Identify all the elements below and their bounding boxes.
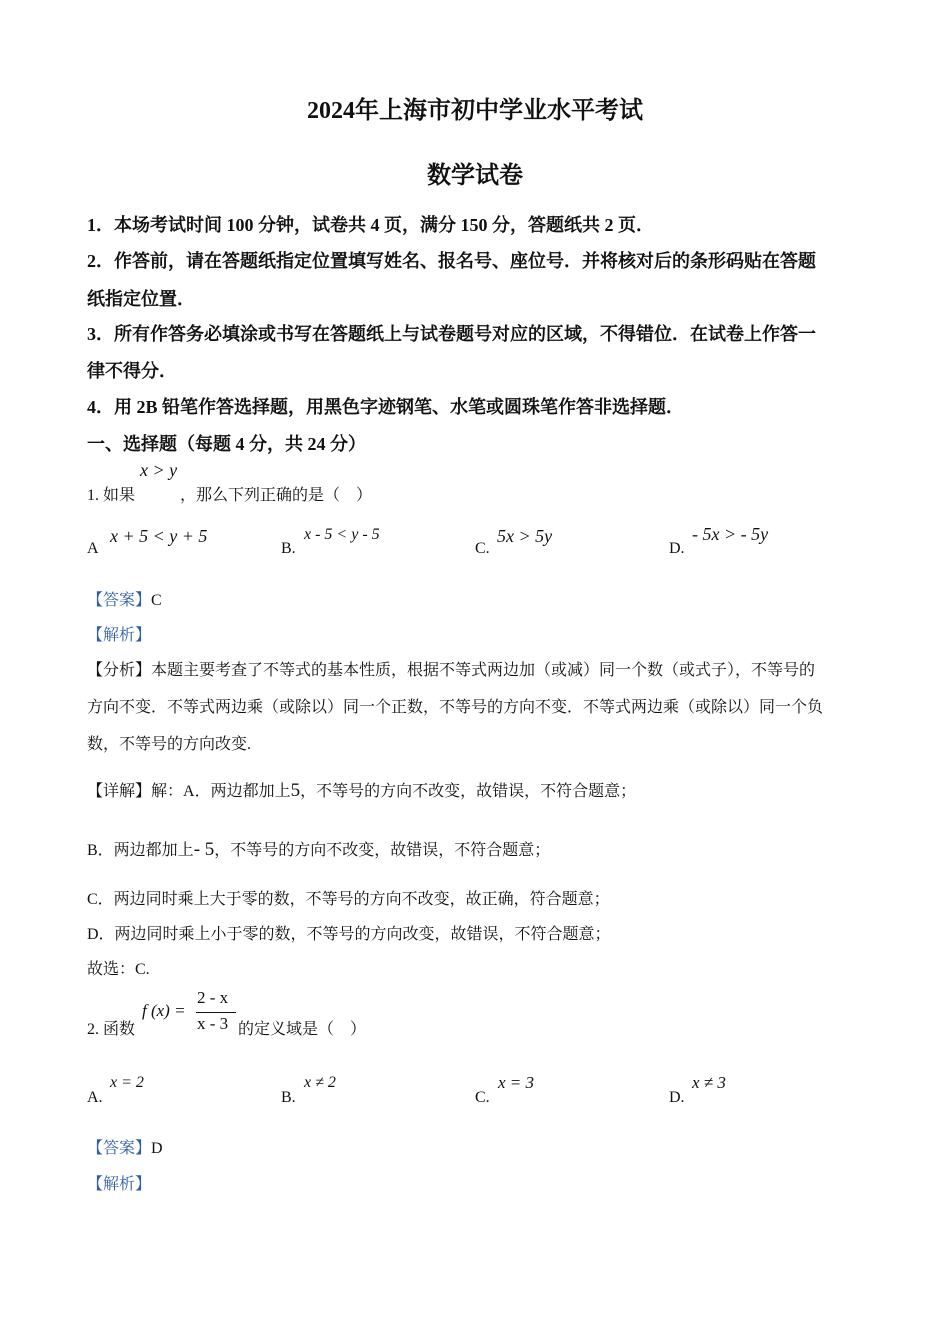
- detail-a-math: 5: [290, 780, 301, 801]
- q1-option-b-letter: B.: [281, 540, 296, 557]
- detail-a-prefix: 解：A．两边都加上: [151, 783, 291, 800]
- section-title: 一、选择题（每题 4 分，共 24 分）: [87, 434, 366, 454]
- q2-numerator: 2 - x: [197, 988, 229, 1007]
- q1-fenxi-line: 数，不等号的方向改变.: [87, 736, 252, 753]
- q1-fenxi-line: [87, 657, 815, 680]
- answer-value: C: [151, 592, 162, 609]
- q1-option-a-math: x + 5 < y + 5: [110, 526, 208, 546]
- q2-fraction: [196, 988, 236, 1038]
- q2-option-a-math: x = 2: [110, 1074, 144, 1091]
- instruction-line: 4．用 2B 铅笔作答选择题，用黑色字迹钢笔、水笔或圆珠笔作答非选择题．: [87, 397, 685, 417]
- instruction-line: 1．本场考试时间 100 分钟，试卷共 4 页，满分 150 分，答题纸共 2 页．: [87, 215, 654, 235]
- q2-func-lhs: f (x) =: [142, 1001, 186, 1020]
- q1-analysis-tag: 【解析】: [87, 627, 152, 644]
- q2-option-c-math: x = 3: [498, 1073, 535, 1092]
- q2-option-b-math: x ≠ 2: [304, 1074, 336, 1091]
- fenxi-text: 本题主要考查了不等式的基本性质，根据不等式两边加（或减）同一个数（或式子），不等号的: [151, 662, 816, 679]
- q1-fenxi-line: 方向不变．不等式两边乘（或除以）同一个正数，不等号的方向不变．不等式两边乘（或除以）同一个负: [87, 699, 824, 716]
- q1-answer: [87, 587, 162, 610]
- q1-option-d-math: - 5x > - 5y: [692, 524, 769, 544]
- q2-analysis-tag: 【解析】: [87, 1176, 152, 1193]
- detail-b-suffix: ，不等号的方向不改变，故错误，不符合题意；: [214, 842, 551, 859]
- fraction-bar: [196, 1012, 236, 1013]
- q1-option-a-letter: A: [87, 540, 99, 557]
- q1-option-c-math: 5x > 5y: [497, 526, 553, 546]
- q1-option-b-math: x - 5 < y - 5: [304, 526, 380, 543]
- answer-tag: 【答案】: [87, 592, 152, 609]
- q2-denominator: x - 3: [197, 1014, 229, 1033]
- q2-option-d-math: x ≠ 3: [692, 1073, 726, 1092]
- q1-detail-a: [87, 778, 636, 802]
- q2-option-b-letter: B.: [281, 1089, 296, 1106]
- instruction-line: 律不得分．: [87, 361, 177, 381]
- q2-answer: [87, 1135, 163, 1158]
- fenxi-tag: 【分析】: [87, 662, 152, 679]
- page-title: 2024年上海市初中学业水平考试: [307, 98, 643, 124]
- q1-detail-b: [87, 837, 550, 861]
- q2-stem-prefix: 2. 函数: [87, 1021, 136, 1038]
- instruction-line: 2．作答前，请在答题纸指定位置填写姓名、报名号、座位号．并将核对后的条形码贴在答题: [87, 251, 816, 271]
- detail-tag: 【详解】: [87, 783, 152, 800]
- instruction-line: 纸指定位置．: [87, 289, 195, 309]
- detail-b-prefix: B．两边都加上: [87, 842, 194, 859]
- q1-condition: x > y: [140, 460, 178, 480]
- detail-b-math: - 5: [193, 839, 215, 860]
- q1-conclusion: 故选：C.: [87, 961, 150, 978]
- q2-option-a-letter: A.: [87, 1089, 103, 1106]
- q1-option-d-letter: D.: [669, 540, 685, 557]
- q2-option-c-letter: C.: [475, 1089, 490, 1106]
- q1-stem-prefix: 1. 如果: [87, 487, 136, 504]
- q1-detail-d: D．两边同时乘上小于零的数，不等号的方向改变，故错误，不符合题意；: [87, 926, 611, 943]
- q1-stem-suffix: ，那么下列正确的是（ ）: [180, 487, 373, 504]
- q2-option-d-letter: D.: [669, 1089, 685, 1106]
- q2-stem-suffix: 的定义域是（ ）: [238, 1021, 367, 1038]
- instruction-line: 3．所有作答务必填涂或书写在答题纸上与试卷题号对应的区域，不得错位．在试卷上作答一: [87, 324, 816, 344]
- q1-option-c-letter: C.: [475, 540, 490, 557]
- detail-a-suffix: ，不等号的方向不改变，故错误，不符合题意；: [300, 783, 637, 800]
- q1-detail-c: C．两边同时乘上大于零的数，不等号的方向不改变，故正确，符合题意；: [87, 891, 610, 908]
- answer-value: D: [151, 1140, 163, 1157]
- answer-tag: 【答案】: [87, 1140, 152, 1157]
- page-subtitle: 数学试卷: [427, 163, 523, 189]
